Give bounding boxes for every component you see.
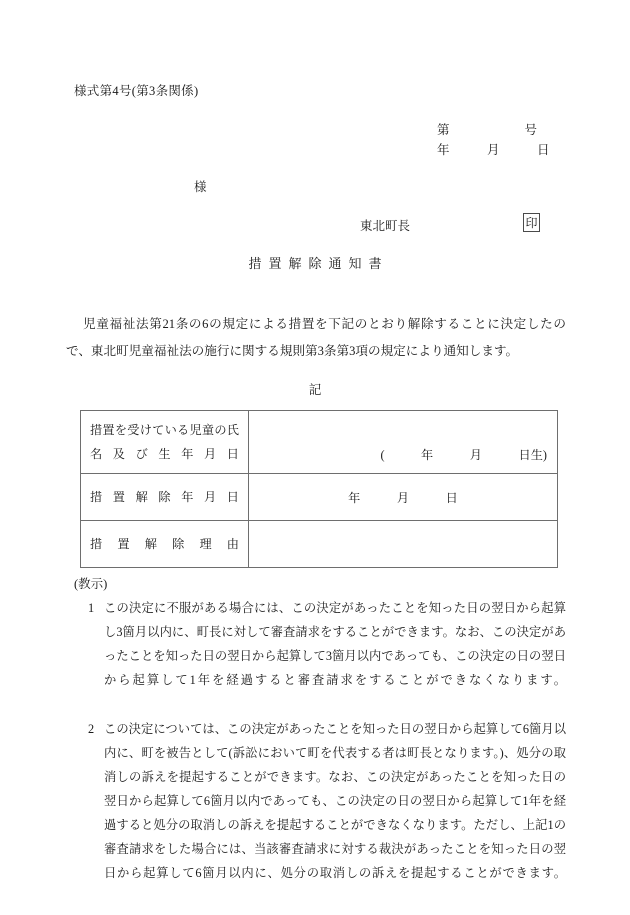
instruction-text: この決定については、この決定があったことを知った日の翌日から起算して6箇月以内に、町を被告として(訴訟において町を代表する者は町長となります。)、処分の取消しの訴えを提起することができます。なお、この決定があったことを知った日の翌日から起算して6箇月以内であっても、この決定の日の翌日から起算して1年を経過すると処分の取消しの訴えを提起することができなくなります。ただし、上記1の審査請求をした場合には、当該審査請求に対する裁決があったことを知った日の翌日から起算して6箇月以内に、処分の取消しの訴えを提起することができます。: [104, 722, 566, 880]
table-row: [81, 411, 558, 474]
list-item: [74, 717, 566, 909]
form-number: 様式第4号(第3条関係): [74, 84, 199, 98]
release-date-label: 措置解除年月日: [90, 490, 239, 504]
child-name-birth-label: 措置を受けている児童の氏名及び生年月日: [90, 423, 239, 461]
release-reason-label-cell: [81, 521, 249, 568]
instruction-text: この決定に不服がある場合には、この決定があったことを知った日の翌日から起算し3箇月以内に、町長に対して審査請求をすることができます。なお、この決定があったことを知った日の翌日から起算して3箇月以内であっても、この決定の日の翌日から起算して1年を経過すると審査請求をすることができなくなります。: [104, 601, 566, 687]
ki-marker: 記: [308, 383, 322, 397]
details-table: [80, 410, 558, 568]
release-reason-label: 措置解除理由: [90, 537, 239, 551]
birth-date-blank: ( 年 月 日生): [380, 447, 547, 462]
issuer-name: 東北町長: [360, 219, 411, 233]
release-reason-value-cell[interactable]: [249, 521, 558, 568]
instructions-heading: (教示): [74, 577, 108, 591]
issue-date-line: 年 月 日: [437, 143, 550, 157]
document-number-date-block: [437, 120, 550, 160]
list-item: [74, 596, 566, 716]
body-paragraph: 児童福祉法第21条の6の規定による措置を下記のとおり解除することに決定したので、東北町児童福祉法の施行に関する規則第3条第3項の規定により通知します。: [66, 317, 566, 358]
table-row: [81, 474, 558, 521]
release-date-value-cell[interactable]: [249, 474, 558, 521]
seal-stamp-box: 印: [523, 213, 540, 232]
document-number-line: 第 号: [437, 123, 538, 137]
table-row: [81, 521, 558, 568]
release-date-label-cell: [81, 474, 249, 521]
instruction-number: 1: [88, 601, 95, 615]
instruction-number: 2: [88, 722, 95, 736]
child-name-birth-label-cell: [81, 411, 249, 474]
instructions-list: [74, 596, 566, 910]
child-name-birth-value-cell[interactable]: [249, 411, 558, 474]
addressee-suffix: 様: [194, 180, 207, 194]
page-title: 措置解除通知書: [248, 256, 389, 271]
release-date-blank: 年 月 日: [348, 490, 458, 505]
